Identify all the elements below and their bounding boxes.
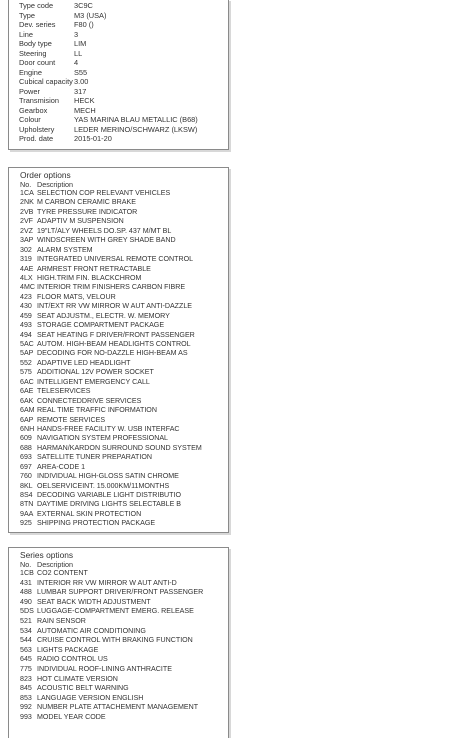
option-code: 8TN xyxy=(20,500,34,509)
detail-label: Upholstery xyxy=(19,124,55,134)
series-options-col-no: No. xyxy=(20,560,32,569)
option-code: 423 xyxy=(20,292,32,301)
detail-value: LEDER MERINO/SCHWARZ (LKSW) xyxy=(74,124,198,134)
option-code: 6AP xyxy=(20,415,34,424)
option-description: ALARM SYSTEM xyxy=(37,245,93,254)
option-code: 2NK xyxy=(20,198,34,207)
option-code: 459 xyxy=(20,311,32,320)
detail-label: Line xyxy=(19,29,33,39)
option-code: 6AM xyxy=(20,406,35,415)
detail-label: Steering xyxy=(19,48,47,58)
detail-row xyxy=(19,115,198,125)
detail-row xyxy=(19,30,198,40)
option-code: 534 xyxy=(20,626,32,635)
order-option-row xyxy=(20,378,202,387)
option-code: 845 xyxy=(20,684,32,693)
series-option-row xyxy=(20,627,203,637)
detail-row xyxy=(19,125,198,135)
option-description: FLOOR MATS, VELOUR xyxy=(37,292,116,301)
option-code: 760 xyxy=(20,472,32,481)
vehicle-details-panel xyxy=(8,0,229,150)
series-option-row xyxy=(20,684,203,694)
option-description: ADAPTIV M SUSPENSION xyxy=(37,217,124,226)
series-option-row xyxy=(20,636,203,646)
order-option-row xyxy=(20,331,202,340)
option-description: CONNECTEDDRIVE SERVICES xyxy=(37,396,142,405)
order-option-row xyxy=(20,491,202,500)
option-code: 5AP xyxy=(20,349,34,358)
option-description: DECODING FOR NO-DAZZLE HIGH-BEAM AS xyxy=(37,349,188,358)
option-code: 5AC xyxy=(20,340,34,348)
option-description: LIGHTS PACKAGE xyxy=(37,645,99,654)
order-option-row xyxy=(20,510,202,519)
option-description: CO2 CONTENT xyxy=(37,569,88,577)
order-option-row xyxy=(20,463,202,472)
option-code: 992 xyxy=(20,703,32,712)
order-option-row xyxy=(20,293,202,302)
option-description: TELESERVICES xyxy=(37,387,91,396)
option-code: 4LX xyxy=(20,273,33,282)
option-code: 490 xyxy=(20,597,32,606)
option-code: 319 xyxy=(20,255,32,264)
option-description: STORAGE COMPARTMENT PACKAGE xyxy=(37,321,165,330)
option-description: INTELLIGENT EMERGENCY CALL xyxy=(37,377,150,386)
order-option-row xyxy=(20,274,202,283)
option-code: 575 xyxy=(20,368,32,377)
option-description: LANGUAGE VERSION ENGLISH xyxy=(37,693,144,702)
detail-value: LIM xyxy=(74,39,87,48)
option-description: WINDSCREEN WITH GREY SHADE BAND xyxy=(37,236,176,245)
order-option-row xyxy=(20,283,202,292)
order-option-row xyxy=(20,265,202,274)
order-option-row xyxy=(20,255,202,264)
detail-value: F80 () xyxy=(74,20,94,29)
option-code: 494 xyxy=(20,330,32,339)
option-code: 8S4 xyxy=(20,491,33,499)
option-code: 645 xyxy=(20,655,32,664)
option-description: EXTERNAL SKIN PROTECTION xyxy=(37,509,142,518)
option-code: 6AE xyxy=(20,387,34,396)
option-code: 4AE xyxy=(20,264,34,273)
series-option-row xyxy=(20,646,203,656)
detail-value: 3.00 xyxy=(74,77,89,86)
series-option-row xyxy=(20,713,203,723)
order-options-title: Order options xyxy=(20,170,71,180)
detail-row xyxy=(19,96,198,106)
series-options-title: Series options xyxy=(20,550,74,560)
option-code: 693 xyxy=(20,453,32,462)
order-options-panel xyxy=(8,167,229,533)
option-code: 688 xyxy=(20,443,32,452)
order-option-row xyxy=(20,321,202,330)
option-code: 853 xyxy=(20,693,32,702)
option-description: ARMREST FRONT RETRACTABLE xyxy=(37,264,151,273)
option-description: INTEGRATED UNIVERSAL REMOTE CONTROL xyxy=(37,255,194,264)
option-code: 2VB xyxy=(20,207,34,216)
order-options-col-desc: Description xyxy=(37,180,73,189)
option-description: TYRE PRESSURE INDICATOR xyxy=(37,207,138,216)
option-description: OELSERVICEINT. 15.000KM/11MONTHS xyxy=(37,481,170,490)
option-code: 6NH xyxy=(20,424,35,433)
order-options-list xyxy=(20,189,202,529)
option-description: REMOTE SERVICES xyxy=(37,415,106,424)
option-description: INDIVIDUAL ROOF-LINING ANTHRACITE xyxy=(37,664,172,673)
detail-value: 3C9C xyxy=(74,1,93,10)
option-description: LUMBAR SUPPORT DRIVER/FRONT PASSENGER xyxy=(37,588,204,597)
order-options-header xyxy=(20,180,73,189)
option-description: REAL TIME TRAFFIC INFORMATION xyxy=(37,406,157,415)
option-description: AREA-CODE 1 xyxy=(37,462,86,471)
series-options-panel xyxy=(8,547,229,738)
series-option-row xyxy=(20,579,203,589)
detail-label: Dev. series xyxy=(19,20,56,29)
detail-row xyxy=(19,58,198,68)
series-option-row xyxy=(20,694,203,704)
order-option-row xyxy=(20,444,202,453)
option-description: RAIN SENSOR xyxy=(37,616,86,625)
order-option-row xyxy=(20,312,202,321)
order-option-row xyxy=(20,349,202,358)
order-option-row xyxy=(20,482,202,491)
option-description: M CARBON CERAMIC BRAKE xyxy=(37,198,136,207)
order-option-row xyxy=(20,189,202,198)
detail-row xyxy=(19,106,198,116)
option-description: SATELLITE TUNER PREPARATION xyxy=(37,453,152,462)
detail-value: MECH xyxy=(74,105,96,115)
order-options-col-no: No. xyxy=(20,180,32,189)
order-option-row xyxy=(20,340,202,349)
series-options-header xyxy=(20,560,73,569)
option-code: 552 xyxy=(20,358,32,367)
series-option-row xyxy=(20,703,203,713)
option-code: 1CB xyxy=(20,569,34,577)
detail-value: 2015-01-20 xyxy=(74,134,112,143)
order-option-row xyxy=(20,434,202,443)
option-description: AUTOMATIC AIR CONDITIONING xyxy=(37,626,146,635)
option-code: 1CA xyxy=(20,189,34,197)
option-code: 2VZ xyxy=(20,226,34,235)
detail-row xyxy=(19,20,198,30)
order-option-row xyxy=(20,368,202,377)
detail-label: Engine xyxy=(19,67,43,77)
option-code: 521 xyxy=(20,616,32,625)
detail-value: 4 xyxy=(74,58,79,67)
option-description: SELECTION COP RELEVANT VEHICLES xyxy=(37,189,171,197)
detail-row xyxy=(19,1,198,11)
option-description: HARMAN/KARDON SURROUND SOUND SYSTEM xyxy=(37,443,202,452)
option-code: 993 xyxy=(20,712,32,721)
detail-label: Door count xyxy=(19,58,56,67)
detail-label: Gearbox xyxy=(19,105,48,115)
detail-label: Type code xyxy=(19,1,54,10)
option-description: NAVIGATION SYSTEM PROFESSIONAL xyxy=(37,434,168,443)
detail-label: Power xyxy=(19,86,40,96)
option-code: 9AA xyxy=(20,509,34,518)
detail-row xyxy=(19,68,198,78)
detail-value: 317 xyxy=(74,86,87,96)
order-option-row xyxy=(20,397,202,406)
option-code: 563 xyxy=(20,645,32,654)
option-code: 430 xyxy=(20,302,32,311)
order-option-row xyxy=(20,472,202,481)
option-description: CRUISE CONTROL WITH BRAKING FUNCTION xyxy=(37,636,193,645)
detail-row xyxy=(19,134,198,144)
option-description: HIGH.TRIM FIN. BLACKCHROM xyxy=(37,273,142,282)
option-code: 488 xyxy=(20,588,32,597)
option-description: INTERIOR RR VW MIRROR W AUT ANTI-D xyxy=(37,578,177,587)
detail-value: LL xyxy=(74,48,83,58)
order-option-row xyxy=(20,246,202,255)
series-option-row xyxy=(20,569,203,579)
order-option-row xyxy=(20,236,202,245)
order-option-row xyxy=(20,406,202,415)
order-option-row xyxy=(20,387,202,396)
option-description: 19"LT/ALY WHEELS DO.SP. 437 M/MT BL xyxy=(37,226,172,235)
series-option-row xyxy=(20,675,203,685)
option-description: AUTOM. HIGH-BEAM HEADLIGHTS CONTROL xyxy=(37,340,191,348)
detail-value: HECK xyxy=(74,96,95,105)
vehicle-details-list xyxy=(19,1,198,144)
option-description: LUGGAGE-COMPARTMENT EMERG. RELEASE xyxy=(37,607,194,616)
order-option-row xyxy=(20,227,202,236)
series-option-row xyxy=(20,655,203,665)
option-code: 544 xyxy=(20,636,32,645)
option-code: 823 xyxy=(20,674,32,683)
detail-row xyxy=(19,39,198,49)
order-option-row xyxy=(20,208,202,217)
option-description: INDIVIDUAL HIGH-GLOSS SATIN CHROME xyxy=(37,472,179,481)
series-option-row xyxy=(20,588,203,598)
detail-row xyxy=(19,49,198,59)
option-description: ADDITIONAL 12V POWER SOCKET xyxy=(37,368,154,377)
order-option-row xyxy=(20,198,202,207)
option-description: ADAPTIVE LED HEADLIGHT xyxy=(37,358,131,367)
order-option-row xyxy=(20,453,202,462)
detail-label: Prod. date xyxy=(19,134,54,143)
detail-label: Body type xyxy=(19,39,52,48)
order-option-row xyxy=(20,425,202,434)
option-description: SEAT ADJUSTM., ELECTR. W. MEMORY xyxy=(37,311,170,320)
option-description: SHIPPING PROTECTION PACKAGE xyxy=(37,519,156,528)
detail-label: Type xyxy=(19,10,36,20)
option-code: 2VF xyxy=(20,217,34,226)
series-option-row xyxy=(20,665,203,675)
series-options-list xyxy=(20,569,203,723)
option-description: SEAT BACK WIDTH ADJUSTMENT xyxy=(37,597,151,606)
option-code: 697 xyxy=(20,462,32,471)
option-code: 8KL xyxy=(20,481,33,490)
option-code: 6AK xyxy=(20,396,34,405)
option-description: INT/EXT RR VW MIRROR W AUT ANTI-DAZZLE xyxy=(37,302,193,311)
option-description: INTERIOR TRIM FINISHERS CARBON FIBRE xyxy=(37,283,186,292)
option-code: 5DS xyxy=(20,607,34,616)
option-description: HANDS-FREE FACILITY W. USB INTERFAC xyxy=(37,424,180,433)
order-option-row xyxy=(20,359,202,368)
order-option-row xyxy=(20,416,202,425)
option-description: NUMBER PLATE ATTACHEMENT MANAGEMENT xyxy=(37,703,199,712)
detail-row xyxy=(19,87,198,97)
order-option-row xyxy=(20,302,202,311)
option-code: 4MC xyxy=(20,283,35,292)
order-option-row xyxy=(20,217,202,226)
detail-label: Cubical capacity xyxy=(19,77,73,86)
option-description: SEAT HEATING F DRIVER/FRONT PASSENGER xyxy=(37,330,195,339)
detail-row xyxy=(19,11,198,21)
option-code: 775 xyxy=(20,664,32,673)
detail-value: S55 xyxy=(74,67,88,77)
detail-value: M3 (USA) xyxy=(74,10,107,20)
series-options-col-desc: Description xyxy=(37,560,73,569)
option-code: 925 xyxy=(20,519,32,528)
detail-value: 3 xyxy=(74,29,79,39)
order-option-row xyxy=(20,500,202,509)
detail-label: Colour xyxy=(19,115,41,124)
option-code: 493 xyxy=(20,321,32,330)
option-description: RADIO CONTROL US xyxy=(37,655,108,664)
series-option-row xyxy=(20,598,203,608)
order-option-row xyxy=(20,519,202,528)
option-description: DAYTIME DRIVING LIGHTS SELECTABLE B xyxy=(37,500,182,509)
detail-label: Transmision xyxy=(19,96,59,105)
detail-value: YAS MARINA BLAU METALLIC (B68) xyxy=(74,115,198,124)
option-code: 302 xyxy=(20,245,32,254)
series-option-row xyxy=(20,617,203,627)
series-option-row xyxy=(20,607,203,617)
option-code: 609 xyxy=(20,434,32,443)
option-code: 6AC xyxy=(20,377,34,386)
detail-row xyxy=(19,77,198,87)
option-code: 3AP xyxy=(20,236,34,245)
option-description: ACOUSTIC BELT WARNING xyxy=(37,684,129,693)
option-code: 431 xyxy=(20,578,32,587)
option-description: DECODING VARIABLE LIGHT DISTRIBUTIO xyxy=(37,491,182,499)
option-description: HOT CLIMATE VERSION xyxy=(37,674,118,683)
option-description: MODEL YEAR CODE xyxy=(37,712,106,721)
